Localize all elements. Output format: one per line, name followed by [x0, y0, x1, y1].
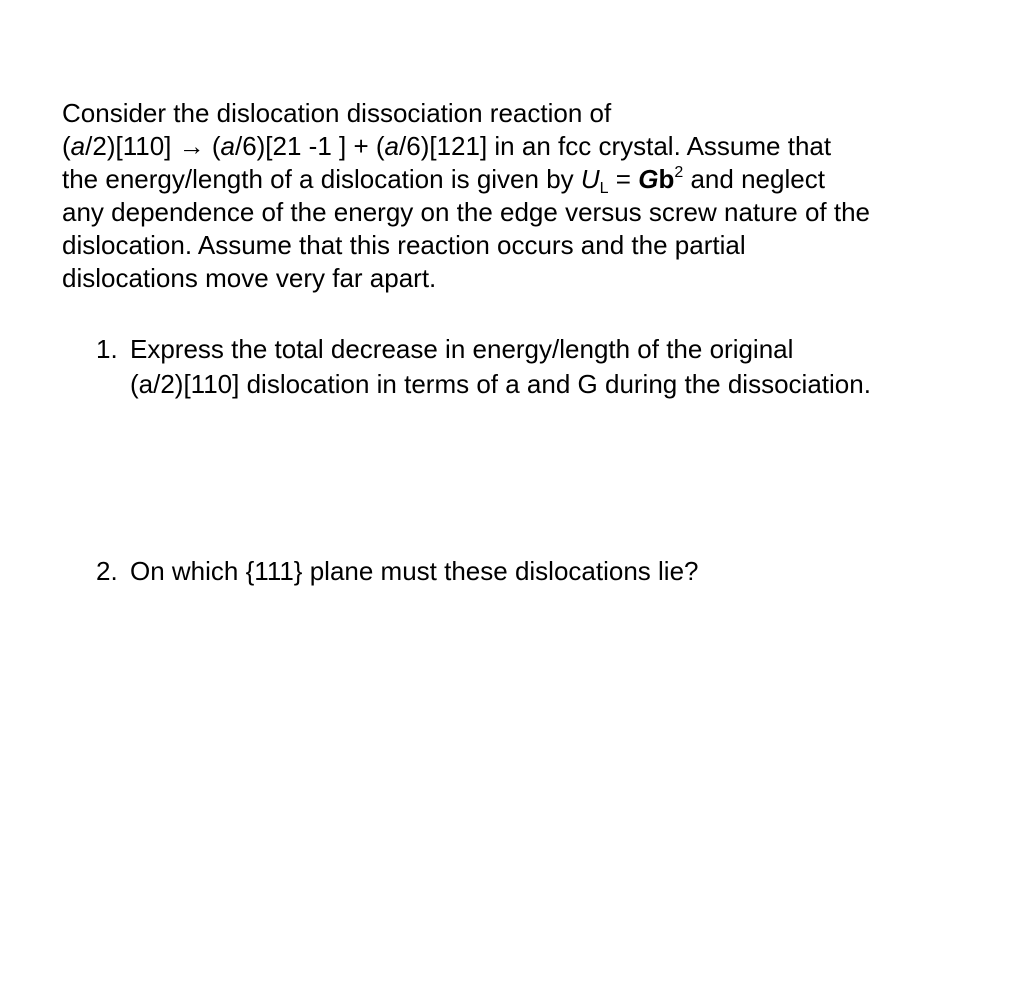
question-1-line-1	[96, 334, 793, 364]
text-fragment: /2)[110]	[85, 131, 179, 161]
problem-statement	[62, 97, 982, 295]
question-text: On which {111} plane must these dislocations lie?	[130, 556, 699, 586]
arrow-symbol: →	[178, 131, 205, 161]
text-fragment: /6)[21 -1 ] + (	[234, 131, 385, 161]
superscript-2: 2	[674, 164, 684, 181]
question-2-line-1	[96, 556, 699, 586]
intro-line-2	[62, 130, 982, 163]
text-fragment: the energy/length of a dislocation is given by	[62, 164, 581, 194]
question-number: 2.	[96, 556, 118, 586]
variable-a: a	[70, 131, 86, 161]
variable-b: b	[658, 164, 675, 194]
intro-line-3	[62, 163, 982, 196]
intro-line-4: any dependence of the energy on the edge versus screw nature of the	[62, 197, 870, 227]
text-fragment: and neglect	[683, 164, 825, 194]
question-1	[96, 332, 996, 402]
text-fragment: (	[62, 131, 71, 161]
question-number: 1.	[96, 334, 118, 364]
variable-a: a	[220, 131, 235, 161]
intro-line-5: dislocation. Assume that this reaction occurs and the partial	[62, 230, 746, 260]
variable-G: G	[638, 164, 659, 194]
equals-sign: =	[608, 164, 639, 194]
question-1-line-2: (a/2)[110] dislocation in terms of a and G during the dissociation.	[130, 369, 871, 399]
text-fragment: (	[204, 131, 221, 161]
subscript-L: L	[599, 180, 609, 197]
question-text: Express the total decrease in energy/length of the original	[130, 334, 794, 364]
question-2	[96, 554, 996, 589]
variable-a: a	[384, 131, 400, 161]
intro-line-6: dislocations move very far apart.	[62, 263, 437, 293]
variable-U: U	[580, 164, 600, 194]
text-fragment: /6)[121] in an fcc crystal. Assume that	[399, 131, 832, 161]
intro-line-1: Consider the dislocation dissociation reaction of	[62, 98, 612, 128]
